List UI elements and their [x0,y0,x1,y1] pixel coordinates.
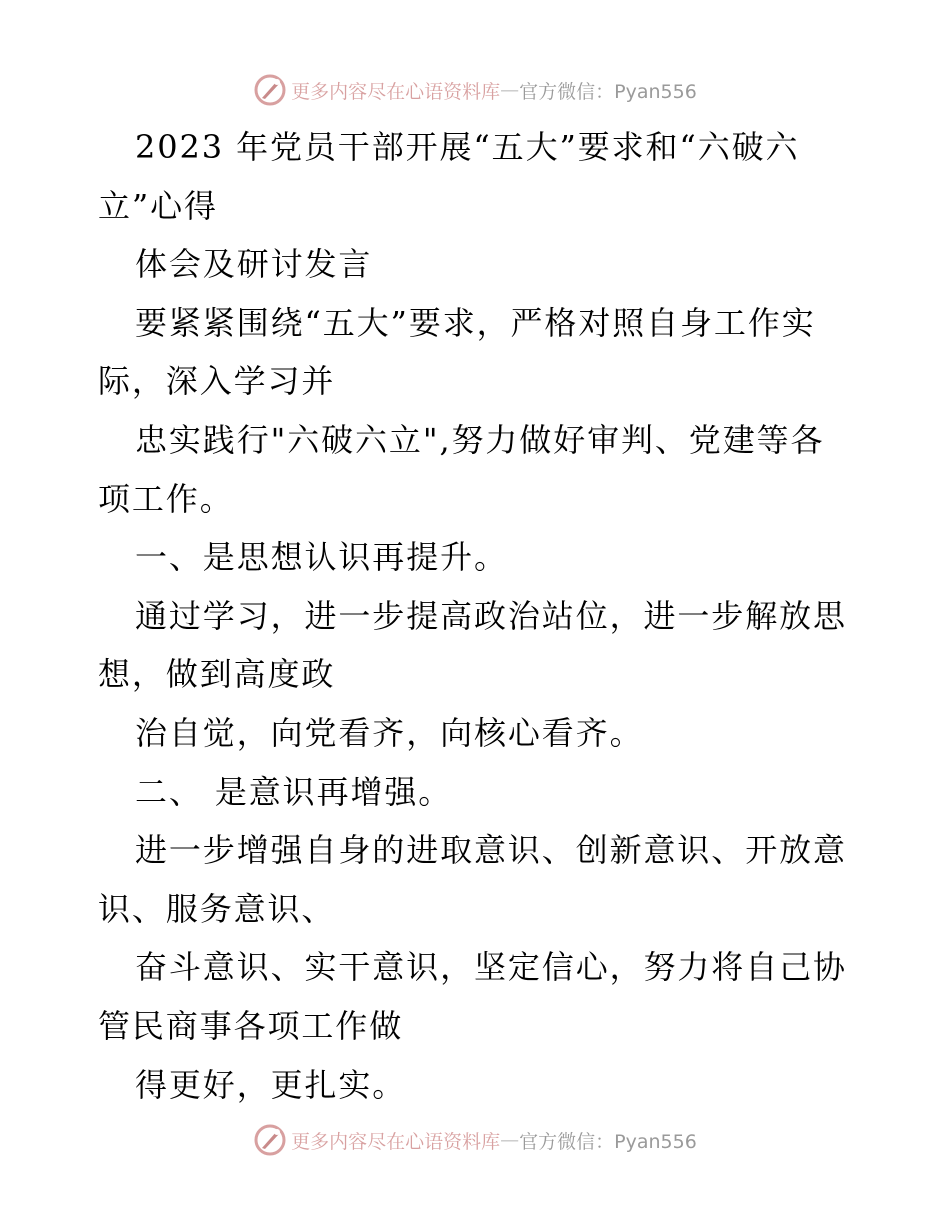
text-line: 项工作。 [98,479,234,518]
text-line: 一、是思想认识再提升。 [135,538,508,577]
text-line: 得更好，更扎实。 [135,1065,407,1104]
text-line: 识、服务意识、 [98,889,336,928]
quill-logo-icon [253,1123,287,1157]
text-line: 体会及研讨发言 [135,245,373,284]
text-line: 际，深入学习并 [98,362,336,401]
watermark-text: 更多内容尽在心语资料库 [291,80,501,103]
text-line: 奋斗意识、实干意识，坚定信心，努力将自己协 [135,948,847,987]
document-body [0,118,950,1114]
text-line: 2023 年党员干部开展“五大”要求和“六破六 [135,128,800,166]
text-line: 管民商事各项工作做 [98,1006,404,1045]
text-line: 治自觉，向党看齐，向核心看齐。 [135,713,644,752]
watermark-separator: — [500,79,520,101]
footer-watermark [0,1120,950,1160]
text-line: 通过学习，进一步提高政治站位，进一步解放思 [135,596,847,635]
text-line: 立”心得 [98,186,218,225]
header-watermark [0,70,950,110]
text-line: 想，做到高度政 [98,655,336,694]
watermark-contact: 官方微信：Pyan556 [519,80,697,103]
text-line: 进一步增强自身的进取意识、创新意识、开放意 [135,831,847,870]
watermark-separator: — [500,1129,520,1151]
text-line: 二、 是意识再增强。 [135,772,453,811]
watermark-contact: 官方微信：Pyan556 [519,1130,697,1153]
watermark-text: 更多内容尽在心语资料库 [291,1130,501,1153]
text-line: 忠实践行"六破六立",努力做好审判、党建等各 [135,420,825,459]
quill-logo-icon [253,73,287,107]
text-line: 要紧紧围绕“五大”要求，严格对照自身工作实 [135,303,816,342]
